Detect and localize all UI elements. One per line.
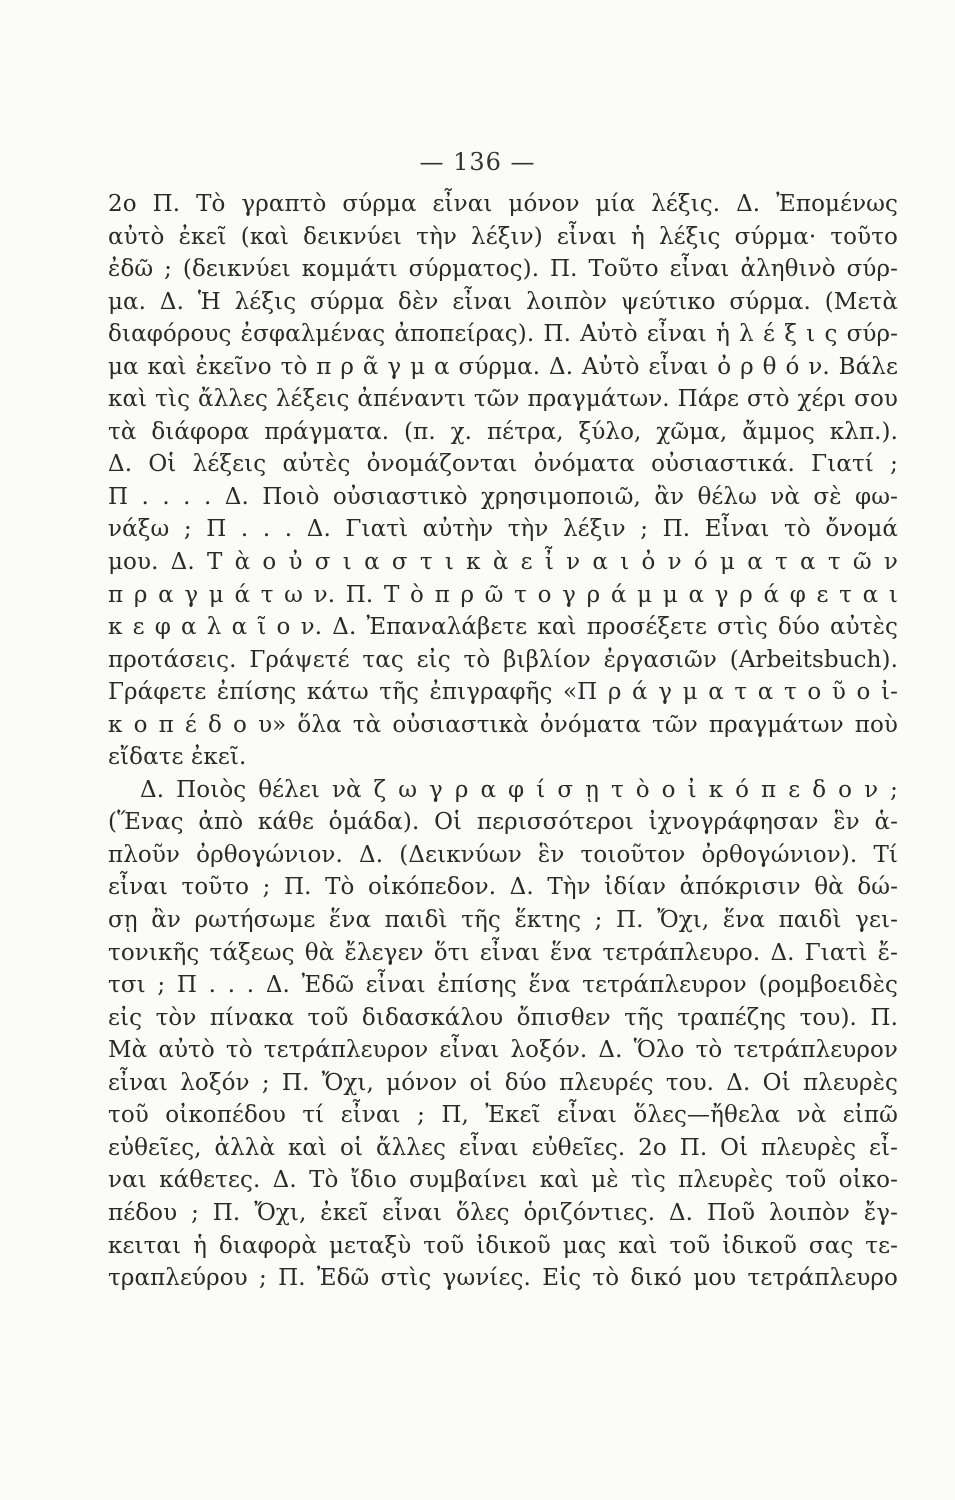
- text-line: τὰ διάφορα πράγματα. (π. χ. πέτρα, ξύλο, χῶμα, ἄμμος κλπ.).: [108, 418, 898, 445]
- text-line: εἰς τὸν πίνακα τοῦ διδασκάλου ὄπισθεν τῆς τραπέζης του). Π.: [108, 1004, 898, 1031]
- text-line: σῃ ἂν ρωτήσωμε ἕνα παιδὶ τῆς ἕκτης ; Π. Ὄχι, ἕνα παιδὶ γει-: [108, 907, 898, 934]
- text-line: 2ο Π. Τὸ γραπτὸ σύρμα εἶναι μόνον μία λέξις. Δ. Ἐπομένως: [108, 191, 898, 217]
- text-line: (Ἕνας ἀπὸ κάθε ὁμάδα). Οἱ περισσότεροι ἰχνογράφησαν ἓν ἁ-: [108, 809, 898, 836]
- text-line: τονικῆς τάξεως θὰ ἔλεγεν ὅτι εἶναι ἕνα τετράπλευρο. Δ. Γιατὶ ἔ-: [108, 939, 898, 966]
- text-line: μα. Δ. Ἡ λέξις σύρμα δὲν εἶναι λοιπὸν ψεύτικο σύρμα. (Μετὰ: [108, 288, 898, 315]
- text-line: προτάσεις. Γράψετέ τας εἰς τὸ βιβλίον ἐργασιῶν (Arbeitsbuch).: [108, 646, 898, 673]
- text-line: νάξω ; Π . . . Δ. Γιατὶ αὐτὴν τὴν λέξιν ; Π. Εἶναι τὸ ὄνομά: [108, 516, 898, 543]
- text-line: αὐτὸ ἐκεῖ (καὶ δεικνύει τὴν λέξιν) εἶναι ἡ λέξις σύρμα· τοῦτο: [108, 223, 898, 250]
- text-line: διαφόρους ἐσφαλμένας ἀποπείρας). Π. Αὐτὸ εἶναι ἡ λ έ ξ ι ς σύρ-: [108, 321, 898, 348]
- text-line: μου. Δ. Τ ὰ ο ὐ σ ι α σ τ ι κ ὰ ε ἶ ν α ι ὀ ν ό μ α τ α τ ῶ ν: [108, 549, 898, 576]
- text-line: ναι κάθετες. Δ. Τὸ ἴδιο συμβαίνει καὶ μὲ τὶς πλευρὲς τοῦ οἰκο-: [108, 1167, 898, 1194]
- body-text: [108, 188, 898, 1295]
- text-line: ἐδῶ ; (δεικνύει κομμάτι σύρματος). Π. Τοῦτο εἶναι ἀληθινὸ σύρ-: [108, 256, 898, 283]
- text-line: Μὰ αὐτὸ τὸ τετράπλευρον εἶναι λοξόν. Δ. Ὅλο τὸ τετράπλευρον: [108, 1037, 898, 1064]
- text-line: Δ. Οἱ λέξεις αὐτὲς ὀνομάζονται ὀνόματα οὐσιαστικά. Γιατί ;: [108, 451, 898, 478]
- text-line: πλοῦν ὀρθογώνιον. Δ. (Δεικνύων ἓν τοιοῦτον ὀρθογώνιον). Τί: [108, 841, 898, 868]
- text-line: κ ε φ α λ α ῖ ο ν. Δ. Ἐπαναλάβετε καὶ προσέξετε στὶς δύο αὐτὲς: [108, 614, 898, 641]
- text-line: Δ. Ποιὸς θέλει νὰ ζ ω γ ρ α φ ί σ ῃ τ ὸ ο ἰ κ ό π ε δ ο ν ;: [140, 776, 898, 803]
- text-line: τσι ; Π . . . Δ. Ἐδῶ εἶναι ἐπίσης ἕνα τετράπλευρον (ρομβοειδὲς: [108, 972, 898, 999]
- text-line: εἶναι τοῦτο ; Π. Τὸ οἰκόπεδον. Δ. Τὴν ἰδίαν ἀπόκρισιν θὰ δώ-: [108, 874, 898, 901]
- text-line: μα καὶ ἐκεῖνο τὸ π ρ ᾶ γ μ α σύρμα. Δ. Αὐτὸ εἶναι ὀ ρ θ ό ν. Βάλε: [108, 353, 898, 380]
- text-line: τραπλεύρου ; Π. Ἐδῶ στὶς γωνίες. Εἰς τὸ δικό μου τετράπλευρο: [108, 1265, 898, 1292]
- text-line: τοῦ οἰκοπέδου τί εἶναι ; Π, Ἐκεῖ εἶναι ὅλες—ἤθελα νὰ εἰπῶ: [108, 1102, 898, 1129]
- text-line: καὶ τὶς ἄλλες λέξεις ἀπέναντι τῶν πραγμάτων. Πάρε στὸ χέρι σου: [108, 386, 898, 413]
- text-line: κ ο π έ δ ο υ» ὅλα τὰ οὐσιαστικὰ ὀνόματα τῶν πραγμάτων ποὺ: [108, 711, 898, 738]
- text-line: Π . . . . Δ. Ποιὸ οὐσιαστικὸ χρησιμοποιῶ, ἂν θέλω νὰ σὲ φω-: [108, 483, 898, 510]
- text-line: πέδου ; Π. Ὄχι, ἐκεῖ εἶναι ὅλες ὁριζόντιες. Δ. Ποῦ λοιπὸν ἔγ-: [108, 1199, 898, 1226]
- text-line: εἶναι λοξόν ; Π. Ὄχι, μόνον οἱ δύο πλευρές του. Δ. Οἱ πλευρὲς: [108, 1069, 898, 1096]
- text-line: εἴδατε ἐκεῖ.: [108, 744, 247, 771]
- text-line: π ρ α γ μ ά τ ω ν. Π. Τ ὸ π ρ ῶ τ ο γ ρ ά μ μ α γ ρ ά φ ε τ α ι: [108, 581, 898, 608]
- text-line: εὐθεῖες, ἀλλὰ καὶ οἱ ἄλλες εἶναι εὐθεῖες. 2ο Π. Οἱ πλευρὲς εἶ-: [108, 1134, 898, 1161]
- page-number: — 136 —: [419, 148, 536, 176]
- text-line: Γράφετε ἐπίσης κάτω τῆς ἐπιγραφῆς «Π ρ ά γ μ α τ α τ ο ῦ ο ἰ-: [108, 679, 898, 706]
- text-line: κειται ἡ διαφορὰ μεταξὺ τοῦ ἰδικοῦ μας καὶ τοῦ ἰδικοῦ σας τε-: [108, 1232, 898, 1259]
